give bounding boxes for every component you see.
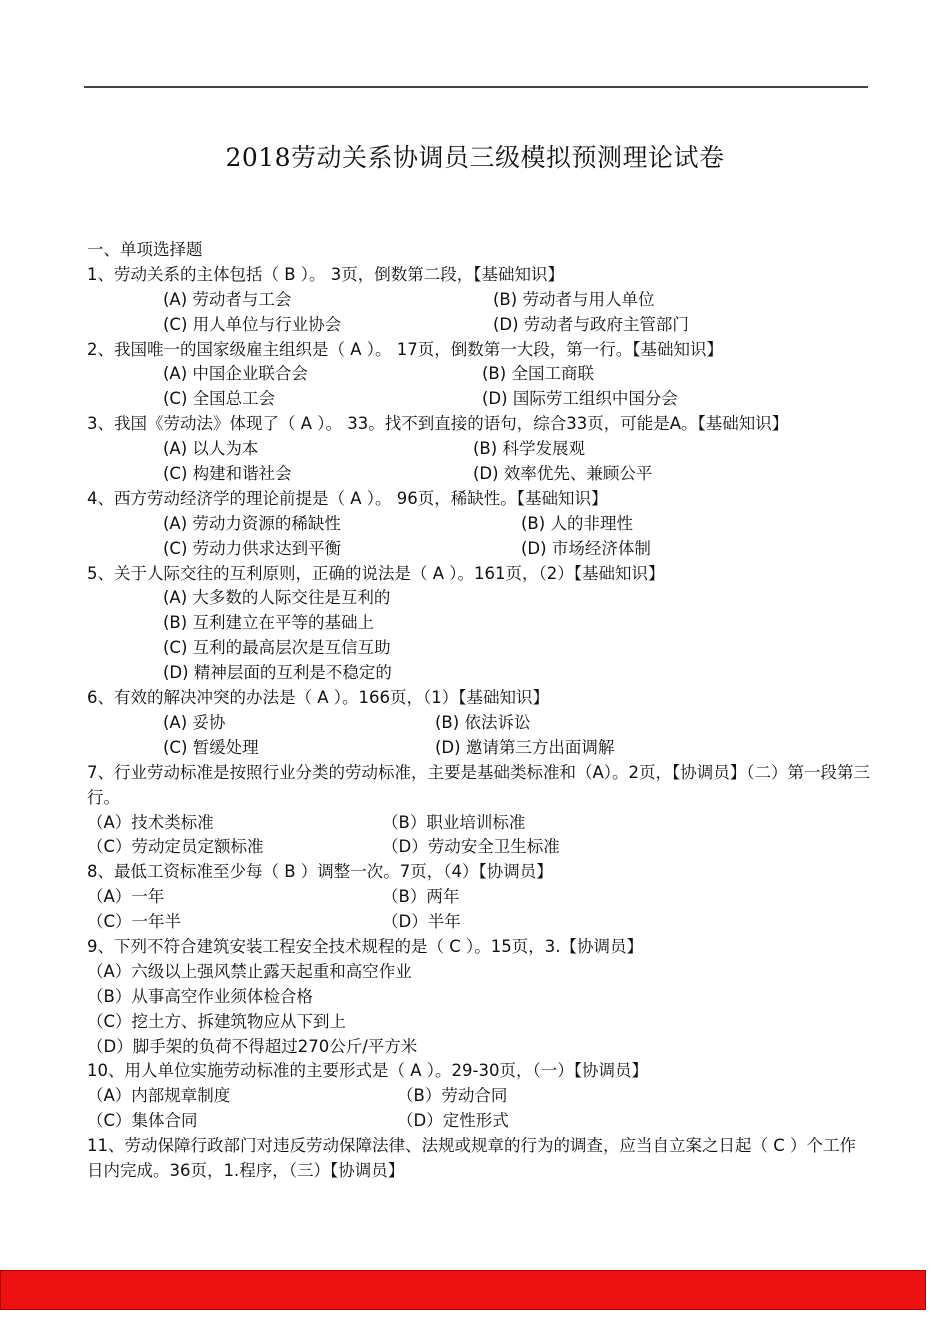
option-item: (B) 劳动者与用人单位 <box>493 289 655 309</box>
option-row <box>87 611 872 636</box>
question-text: 5、关于人际交往的互利原则，正确的说法是（ A ）。161页，（2）【基础知识】 <box>87 563 665 583</box>
option-row <box>87 387 872 412</box>
option-item: （C）一年半 <box>87 912 182 932</box>
question-text: 11、劳动保障行政部门对违反劳动保障法律、法规或规章的行为的调查，应当自立案之日起（ C ）个工作日内完成。36页，1.程序，（三）【协调员】 <box>87 1136 857 1181</box>
option-item: （A）内部规章制度 <box>87 1086 231 1106</box>
question-stem <box>87 1134 872 1184</box>
section-heading: 一、单项选择题 <box>87 240 203 259</box>
option-item: (D) 市场经济体制 <box>521 538 651 558</box>
option-item: （B）职业培训标准 <box>382 812 526 832</box>
question-text: 4、西方劳动经济学的理论前提是（ A ）。 96页，稀缺性。【基础知识】 <box>87 488 608 508</box>
option-item: （B）从事高空作业须体检合格 <box>87 986 313 1006</box>
option-item: (B) 科学发展观 <box>473 439 585 459</box>
footer-bar <box>0 1270 926 1310</box>
option-item: （A）一年 <box>87 887 165 907</box>
option-item: （C）挖土方、拆建筑物应从下到上 <box>87 1011 347 1031</box>
option-item: （B）劳动合同 <box>397 1086 508 1106</box>
option-item: （D）半年 <box>382 912 461 932</box>
option-item: (A) 大多数的人际交往是互利的 <box>163 588 391 608</box>
option-item: (C) 劳动力供求达到平衡 <box>163 538 342 558</box>
option-item: （C）劳动定员定额标准 <box>87 837 264 857</box>
option-row <box>87 313 872 338</box>
question-content <box>87 238 872 1184</box>
question-stem <box>87 562 872 587</box>
question-stem <box>87 686 872 711</box>
option-item: (C) 互利的最高层次是互信互助 <box>163 638 391 658</box>
question-stem <box>87 761 872 811</box>
option-row <box>87 985 872 1010</box>
option-item: （A）六级以上强风禁止露天起重和高空作业 <box>87 961 412 981</box>
option-item: (C) 暂缓处理 <box>163 737 259 757</box>
question-stem <box>87 935 872 960</box>
option-item: (B) 依法诉讼 <box>435 712 531 732</box>
option-row <box>87 811 872 836</box>
option-item: (D) 邀请第三方出面调解 <box>435 737 615 757</box>
option-row <box>87 960 872 985</box>
option-item: (C) 全国总工会 <box>163 389 276 409</box>
option-row <box>87 1109 872 1134</box>
question-stem <box>87 412 872 437</box>
option-item: (A) 以人为本 <box>163 439 259 459</box>
question-stem <box>87 487 872 512</box>
option-row <box>87 835 872 860</box>
option-item: （B）两年 <box>382 887 460 907</box>
option-row <box>87 512 872 537</box>
option-item: (C) 构建和谐社会 <box>163 464 292 484</box>
question-text: 10、用人单位实施劳动标准的主要形式是（ A ）。29-30页，（一）【协调员】 <box>87 1061 648 1081</box>
option-row <box>87 1010 872 1035</box>
option-row <box>87 1084 872 1109</box>
option-row <box>87 586 872 611</box>
option-row <box>87 661 872 686</box>
page-title: 2018劳动关系协调员三级模拟预测理论试卷 <box>225 143 725 172</box>
question-text: 1、劳动关系的主体包括（ B ）。 3页，倒数第二段，【基础知识】 <box>87 264 565 284</box>
option-row <box>87 1035 872 1060</box>
option-item: (B) 全国工商联 <box>482 364 594 384</box>
option-row <box>87 736 872 761</box>
question-stem <box>87 860 872 885</box>
option-item: (A) 妥协 <box>163 712 226 732</box>
question-list <box>87 263 872 1184</box>
option-item: (A) 中国企业联合会 <box>163 364 308 384</box>
option-item: （D）劳动安全卫生标准 <box>382 837 560 857</box>
option-item: (C) 用人单位与行业协会 <box>163 314 342 334</box>
question-text: 8、最低工资标准至少每（ B ）调整一次。7页，（4）【协调员】 <box>87 862 553 882</box>
option-row <box>87 910 872 935</box>
question-stem <box>87 263 872 288</box>
option-row <box>87 288 872 313</box>
option-row <box>87 462 872 487</box>
option-item: （D）定性形式 <box>397 1111 509 1131</box>
option-row <box>87 437 872 462</box>
option-item: (A) 劳动力资源的稀缺性 <box>163 513 341 533</box>
option-row <box>87 537 872 562</box>
option-item: （C）集体合同 <box>87 1111 198 1131</box>
question-stem <box>87 338 872 363</box>
question-text: 3、我国《劳动法》体现了（ A ）。 33。找不到直接的语句，综合33页，可能是A。【基础知识】 <box>87 414 789 434</box>
option-item: (B) 人的非理性 <box>521 513 633 533</box>
option-item: (D) 精神层面的互利是不稳定的 <box>163 663 392 683</box>
question-stem <box>87 1059 872 1084</box>
option-item: （D）脚手架的负荷不得超过270公斤/平方米 <box>87 1036 418 1056</box>
option-row <box>87 636 872 661</box>
option-item: (B) 互利建立在平等的基础上 <box>163 613 374 633</box>
option-row <box>87 711 872 736</box>
question-text: 7、行业劳动标准是按照行业分类的劳动标准，主要是基础类标准和（A）。2页，【协调员】（二）第一段第三行。 <box>87 762 871 807</box>
option-item: （A）技术类标准 <box>87 812 214 832</box>
question-text: 9、下列不符合建筑安装工程安全技术规程的是（ C ）。15页，3.【协调员】 <box>87 936 643 956</box>
question-text: 2、我国唯一的国家级雇主组织是（ A ）。 17页，倒数第一大段，第一行。【基础知识】 <box>87 339 724 359</box>
header-rule <box>84 86 868 88</box>
option-item: (D) 效率优先、兼顾公平 <box>473 464 653 484</box>
question-text: 6、有效的解决冲突的办法是（ A ）。166页，（1）【基础知识】 <box>87 688 550 708</box>
option-row <box>87 885 872 910</box>
option-item: (A) 劳动者与工会 <box>163 289 292 309</box>
option-item: (D) 劳动者与政府主管部门 <box>493 314 689 334</box>
option-item: (D) 国际劳工组织中国分会 <box>482 389 678 409</box>
option-row <box>87 362 872 387</box>
